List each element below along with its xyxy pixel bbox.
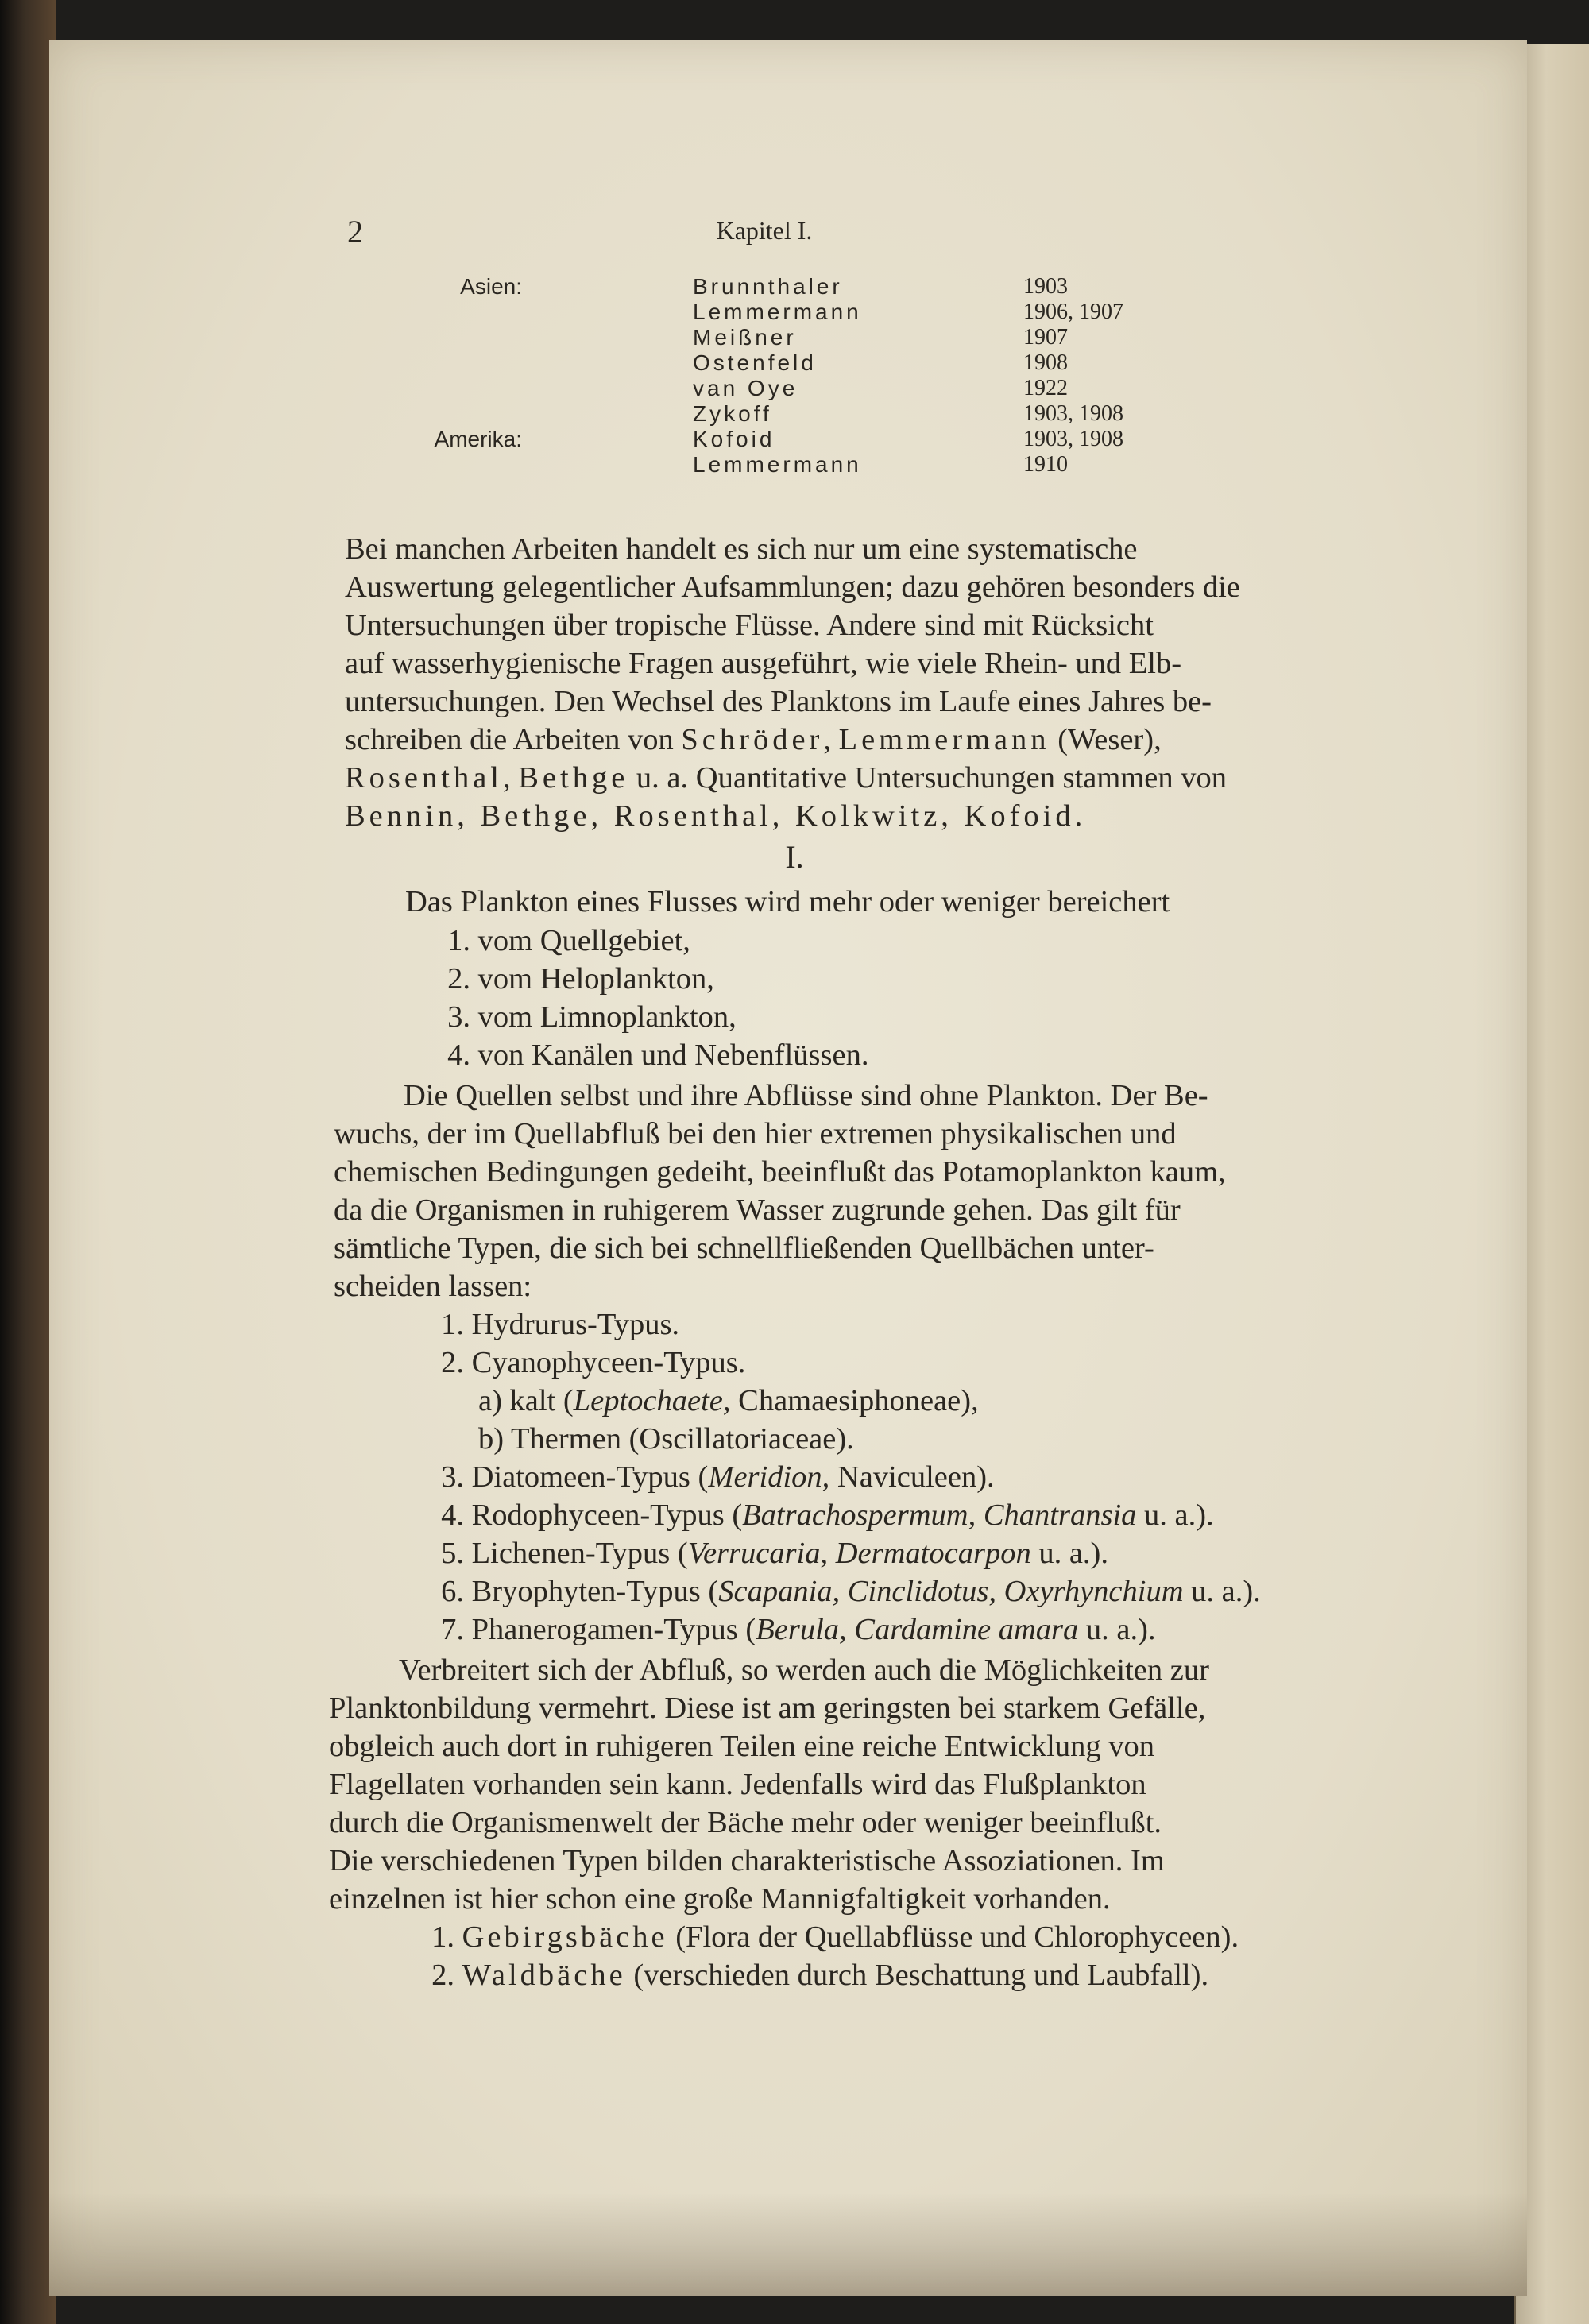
table-row (49, 325, 1527, 350)
list-text: Naviculeen). (829, 1460, 995, 1494)
table-row (49, 401, 1527, 427)
list-text: (verschieden durch Beschattung und Laubfall). (625, 1959, 1209, 1992)
list-text: vom Heloplankton, (477, 962, 714, 996)
text-segment: u. a. Quantitative Untersuchungen stammen von (628, 761, 1228, 795)
taxon-name: Leptochaete, (573, 1384, 731, 1417)
author-name: Zykoff (693, 401, 772, 426)
author-name: Kofoid (693, 427, 775, 451)
list-number: 2. (447, 962, 470, 996)
text-line: einzelnen ist hier schon eine große Mannigfaltigkeit vorhanden. (329, 1882, 1111, 1916)
type-item (432, 1345, 745, 1380)
list-text: vom Limnoplankton, (477, 1000, 737, 1034)
type-item (432, 1460, 995, 1495)
running-head: Kapitel I. (716, 216, 813, 245)
region-label: Amerika: (434, 427, 522, 451)
text-segment: schreiben die Arbeiten von (345, 723, 682, 756)
text-line: da die Organismen in ruhigerem Wasser zugrunde gehen. Das gilt für (334, 1193, 1181, 1227)
text-line: Untersuchungen über tropische Flüsse. Andere sind mit Rücksicht (345, 609, 1154, 642)
abfluss-paragraph (329, 1651, 1403, 1918)
author-name: Brunnthaler (693, 274, 843, 299)
table-row (49, 376, 1527, 401)
list-text: Hydrurus-Typus. (471, 1308, 680, 1341)
list-number: 1. (441, 1308, 464, 1341)
text-line: Planktonbildung vermehrt. Diese ist am geringsten bei starkem Gefälle, (329, 1692, 1206, 1725)
section-title: I. (785, 839, 804, 875)
list-number: 1. (431, 1920, 454, 1954)
table-row (49, 274, 1527, 300)
list-number: 6. (441, 1575, 464, 1608)
text-line: Bei manchen Arbeiten handelt es sich nur um eine systematische (345, 532, 1138, 566)
list-number: 2. (431, 1959, 454, 1992)
taxon-name: Verrucaria, Dermatocarpon (687, 1537, 1031, 1570)
text-line: Verbreitert sich der Abfluß, so werden auch die Möglichkeiten zur (399, 1653, 1209, 1687)
taxon-name: Batrachospermum, Chantransia (742, 1498, 1137, 1532)
list-item (439, 923, 690, 958)
text-line: obgleich auch dort in ruhigeren Teilen eine reiche Entwicklung von (329, 1730, 1154, 1763)
years: 1903, 1908 (1023, 401, 1123, 426)
type-item (432, 1574, 1261, 1609)
years: 1910 (1023, 452, 1068, 477)
list-text: u. a.). (1136, 1498, 1214, 1532)
author-name: Lemmermann (838, 723, 1050, 756)
text-line: auf wasserhygienische Fragen ausgeführt, wie viele Rhein- und Elb- (345, 647, 1182, 680)
text-segment: , (823, 723, 839, 756)
taxon-name: Meridion, (708, 1460, 830, 1494)
text-line: wuchs, der im Quellabfluß bei den hier extremen physikalischen und (334, 1117, 1177, 1150)
years: 1903 (1023, 274, 1068, 299)
brook-item (423, 1920, 1239, 1955)
author-name: Lemmermann (693, 300, 862, 324)
table-row (49, 300, 1527, 325)
list-item (439, 961, 714, 996)
quellen-paragraph (334, 1077, 1408, 1305)
scan-binding-edge (0, 0, 56, 2324)
list-number: 2. (441, 1346, 464, 1379)
years: 1903, 1908 (1023, 427, 1123, 451)
type-subitem (478, 1383, 979, 1418)
text-segment: , (502, 761, 519, 795)
page-number: 2 (347, 214, 363, 249)
text-line: Flagellaten vorhanden sein kann. Jedenfalls wird das Flußplankton (329, 1768, 1146, 1801)
list-text: Diatomeen-Typus ( (471, 1460, 709, 1494)
section-lead: Das Plankton eines Flusses wird mehr oder weniger bereichert (405, 885, 1170, 918)
type-item (432, 1307, 679, 1342)
text-line: durch die Organismenwelt der Bäche mehr oder weniger beeinflußt. (329, 1806, 1162, 1839)
list-text: u. a.). (1030, 1537, 1109, 1570)
brook-type: Gebirgsbäche (462, 1920, 668, 1954)
list-item (439, 1000, 737, 1034)
list-text: Phanerogamen-Typus ( (471, 1613, 756, 1646)
intro-paragraph (345, 530, 1413, 835)
list-number: 3. (441, 1460, 464, 1494)
list-text: Chamaesiphoneae), (730, 1384, 979, 1417)
table-row (49, 350, 1527, 376)
type-item (432, 1612, 1156, 1647)
author-name: Meißner (693, 325, 797, 350)
author-name: Rosenthal (345, 761, 503, 795)
years: 1908 (1023, 350, 1068, 375)
list-text: von Kanälen und Nebenflüssen. (477, 1038, 869, 1072)
list-text: vom Quellgebiet, (477, 924, 690, 957)
list-text: (Flora der Quellabflüsse und Chlorophyceen). (667, 1920, 1239, 1954)
list-number: 5. (441, 1537, 464, 1570)
list-text: Lichenen-Typus ( (471, 1537, 688, 1570)
list-text: b) Thermen (Oscillatoriaceae). (478, 1422, 854, 1456)
taxon-name: Scapania, Cinclidotus, Oxyrhynchium (718, 1575, 1184, 1608)
text-line: Die Quellen selbst und ihre Abflüsse sind ohne Plankton. Der Be- (404, 1079, 1208, 1112)
page-shadow (49, 2193, 1527, 2296)
text-line: scheiden lassen: (334, 1270, 532, 1303)
list-number: 3. (447, 1000, 470, 1034)
author-name: Bethge (518, 761, 629, 795)
list-text: a) kalt ( (478, 1384, 574, 1417)
text-line: untersuchungen. Den Wechsel des Planktons im Laufe eines Jahres be- (345, 685, 1212, 718)
text-line (345, 759, 1413, 797)
table-row (49, 452, 1527, 478)
years: 1922 (1023, 376, 1068, 400)
list-number: 4. (441, 1498, 464, 1532)
list-text: u. a.). (1183, 1575, 1261, 1608)
brook-type: Waldbäche (462, 1959, 626, 1992)
text-segment: (Weser), (1050, 723, 1162, 756)
table-row (49, 427, 1527, 452)
taxon-name: Berula, Cardamine amara (756, 1613, 1079, 1646)
years: 1906, 1907 (1023, 300, 1123, 324)
years: 1907 (1023, 325, 1068, 350)
type-subitem (478, 1421, 854, 1456)
list-text: u. a.). (1078, 1613, 1156, 1646)
text-line: Auswertung gelegentlicher Aufsammlungen; dazu gehören besonders die (345, 570, 1240, 604)
page-header (347, 213, 1499, 253)
text-line: Die verschiedenen Typen bilden charakteristische Assoziationen. Im (329, 1844, 1165, 1877)
list-number: 1. (447, 924, 470, 957)
author-name: Lemmermann (693, 452, 862, 477)
list-text: Cyanophyceen-Typus. (471, 1346, 746, 1379)
text-line: chemischen Bedingungen gedeiht, beeinflußt das Potamoplankton kaum, (334, 1155, 1226, 1189)
brook-item (423, 1958, 1208, 1993)
list-item (439, 1038, 868, 1073)
author-name: van Oye (693, 376, 798, 400)
text-line: sämtliche Typen, die sich bei schnellfließenden Quellbächen unter- (334, 1232, 1154, 1265)
text-line: Bennin, Bethge, Rosenthal, Kolkwitz, Kofoid. (345, 799, 1087, 833)
author-name: Ostenfeld (693, 350, 817, 375)
list-number: 4. (447, 1038, 470, 1072)
region-label: Asien: (460, 274, 522, 299)
list-number: 7. (441, 1613, 464, 1646)
list-text: Bryophyten-Typus ( (471, 1575, 719, 1608)
type-item (432, 1536, 1108, 1571)
text-line (345, 721, 1413, 759)
author-name: Schröder (681, 723, 824, 756)
list-text: Rodophyceen-Typus ( (471, 1498, 743, 1532)
type-item (432, 1498, 1214, 1533)
book-page (49, 40, 1527, 2296)
